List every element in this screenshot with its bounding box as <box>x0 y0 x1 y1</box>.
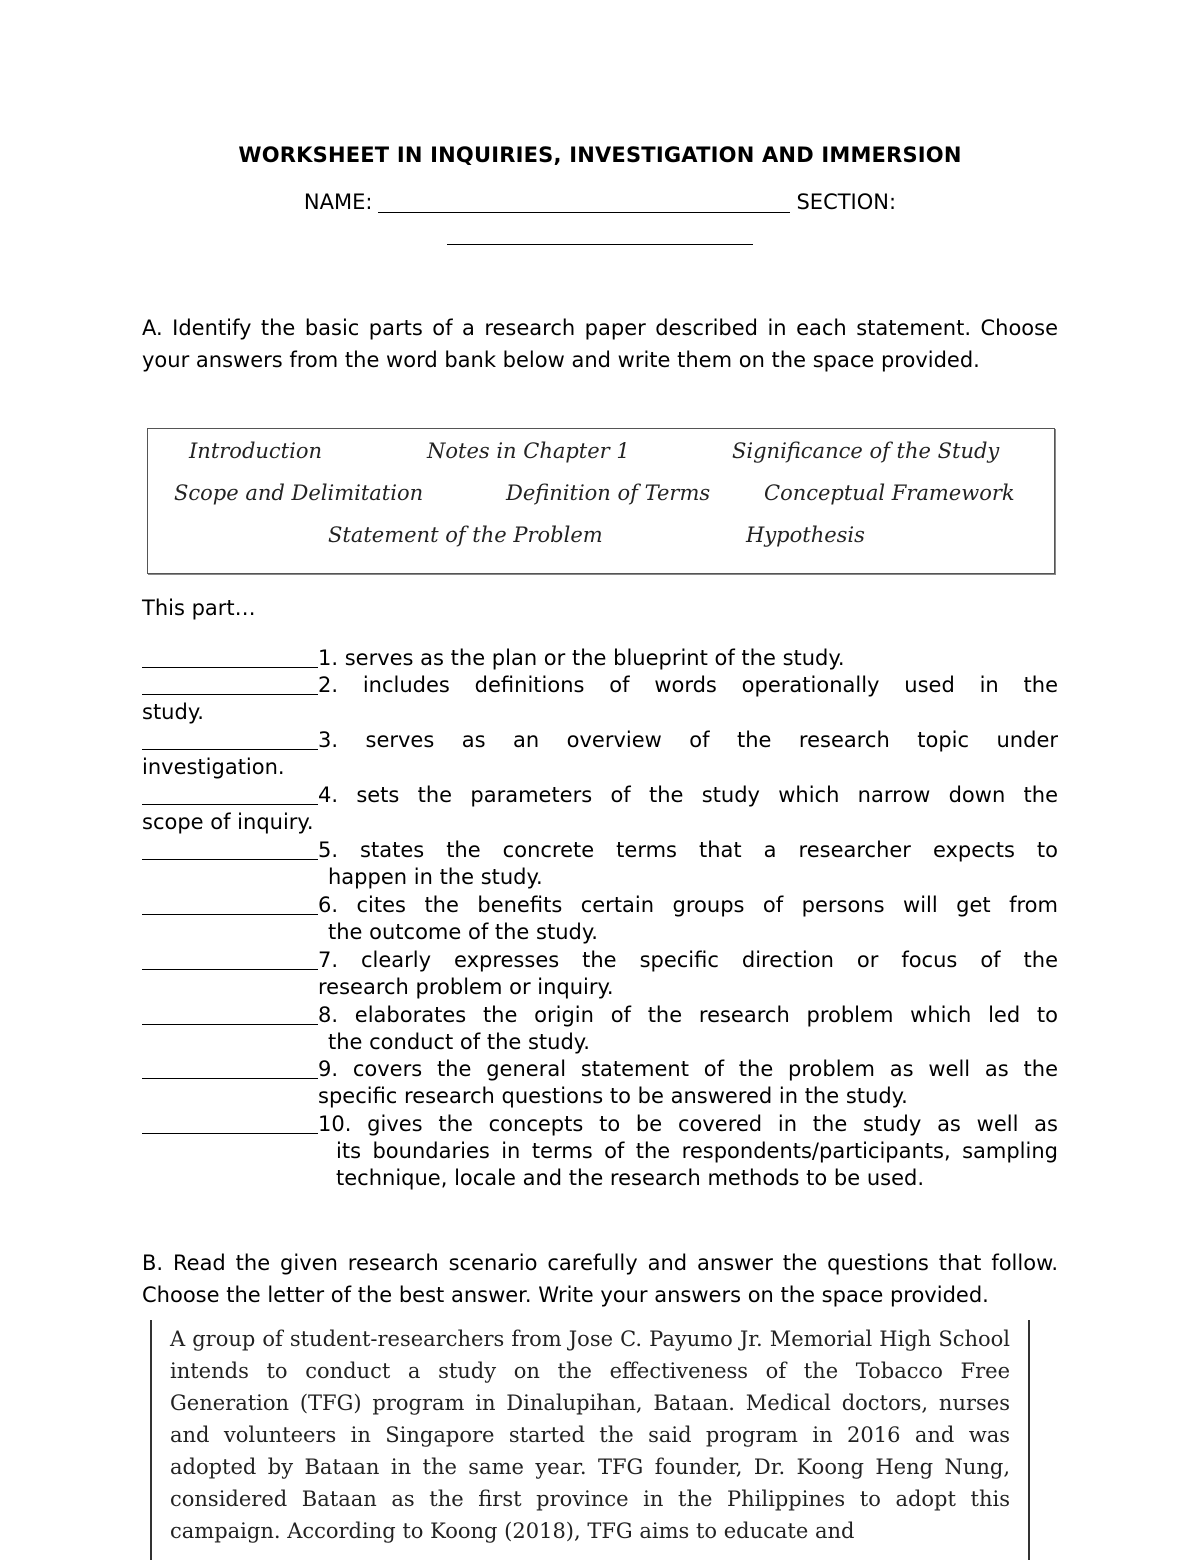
word-bank-item: Significance of the Study <box>732 439 1000 463</box>
scenario-box <box>150 1320 1030 1560</box>
word-bank-item: Scope and Delimitation <box>174 481 424 505</box>
list-item <box>142 672 1058 726</box>
answer-blank[interactable] <box>142 729 318 750</box>
word-bank-item: Conceptual Framework <box>764 481 1015 505</box>
answer-blank[interactable] <box>142 894 318 915</box>
part-b-instructions: B. Read the given research scenario carefully and answer the questions that follow. Choose the letter of the best answer. Write your answers on the space provided. <box>142 1251 1058 1307</box>
item-text-cont: study. <box>142 700 204 724</box>
scenario-text: A group of student-researchers from Jose C. Payumo Jr. Memorial High School intends to conduct a study on the effectiveness of the Tobacco Free Generation (TFG) program in Dinalupihan, Bataan. Medical doctors, nurses and volunteers in Singapore started the said program in 2016 and was adopted by Bataan in the same year. TFG founder, Dr. Koong Heng Nung, considered Bataan as the first province in the Philippines to adopt this campaign. According to Koong (2018), TFG aims to educate and <box>170 1327 1010 1543</box>
answer-blank[interactable] <box>142 647 318 668</box>
item-text: 3. serves as an overview of the research topic under <box>318 728 1058 752</box>
name-blank[interactable] <box>378 190 790 213</box>
list-item <box>142 645 1058 672</box>
word-bank-item: Hypothesis <box>746 523 865 547</box>
section-label: SECTION: <box>796 190 897 214</box>
item-text: 9. covers the general statement of the problem as well as the <box>318 1057 1058 1081</box>
item-text-cont: investigation. <box>142 755 285 779</box>
name-section-line <box>0 190 1200 214</box>
item-text-cont: specific research questions to be answered in the study. <box>318 1084 908 1108</box>
item-text: 1. serves as the plan or the blueprint of the study. <box>318 646 845 670</box>
answer-blank[interactable] <box>142 784 318 805</box>
item-text: 5. states the concrete terms that a researcher expects to <box>318 838 1058 862</box>
worksheet-title: WORKSHEET IN INQUIRIES, INVESTIGATION AND IMMERSION <box>238 143 962 167</box>
item-text-cont: happen in the study. <box>328 865 543 889</box>
list-item <box>142 892 1058 946</box>
item-text: 6. cites the benefits certain groups of persons will get from <box>318 893 1058 917</box>
list-item <box>142 947 1058 1001</box>
list-item <box>142 1056 1058 1110</box>
part-a-instructions: A. Identify the basic parts of a research paper described in each statement. Choose your answers from the word bank below and write them on the space provided. <box>142 316 1058 372</box>
item-text-cont: research problem or inquiry. <box>318 975 614 999</box>
this-part-label: This part… <box>142 596 256 620</box>
answer-blank[interactable] <box>142 1004 318 1025</box>
section-blank[interactable] <box>447 244 753 245</box>
name-label: NAME: <box>303 190 373 214</box>
list-item <box>142 837 1058 891</box>
item-text: 4. sets the parameters of the study which narrow down the <box>318 783 1058 807</box>
answer-blank[interactable] <box>142 949 318 970</box>
item-text-cont: its boundaries in terms of the respondents/participants, sampling technique, locale and the research methods to be used. <box>336 1139 1058 1190</box>
answer-blank[interactable] <box>142 1058 318 1079</box>
word-bank-item: Introduction <box>189 439 322 463</box>
answer-blank[interactable] <box>142 1113 318 1134</box>
word-bank-item: Notes in Chapter 1 <box>427 439 630 463</box>
list-item <box>142 727 1058 781</box>
answer-blank[interactable] <box>142 839 318 860</box>
item-text: 7. clearly expresses the specific direction or focus of the <box>318 948 1058 972</box>
item-text-cont: scope of inquiry. <box>142 810 314 834</box>
item-text-cont: the conduct of the study. <box>328 1030 590 1054</box>
list-item <box>142 1002 1058 1056</box>
item-text: 10. gives the concepts to be covered in the study as well as <box>318 1112 1058 1136</box>
word-bank-item: Definition of Terms <box>506 481 711 505</box>
answer-blank[interactable] <box>142 674 318 695</box>
list-item <box>142 782 1058 836</box>
item-text: 2. includes definitions of words operationally used in the <box>318 673 1058 697</box>
item-text: 8. elaborates the origin of the research problem which led to <box>318 1003 1058 1027</box>
word-bank-box <box>147 428 1055 574</box>
item-text-cont: the outcome of the study. <box>328 920 598 944</box>
list-item <box>142 1111 1058 1192</box>
word-bank-item: Statement of the Problem <box>328 523 603 547</box>
